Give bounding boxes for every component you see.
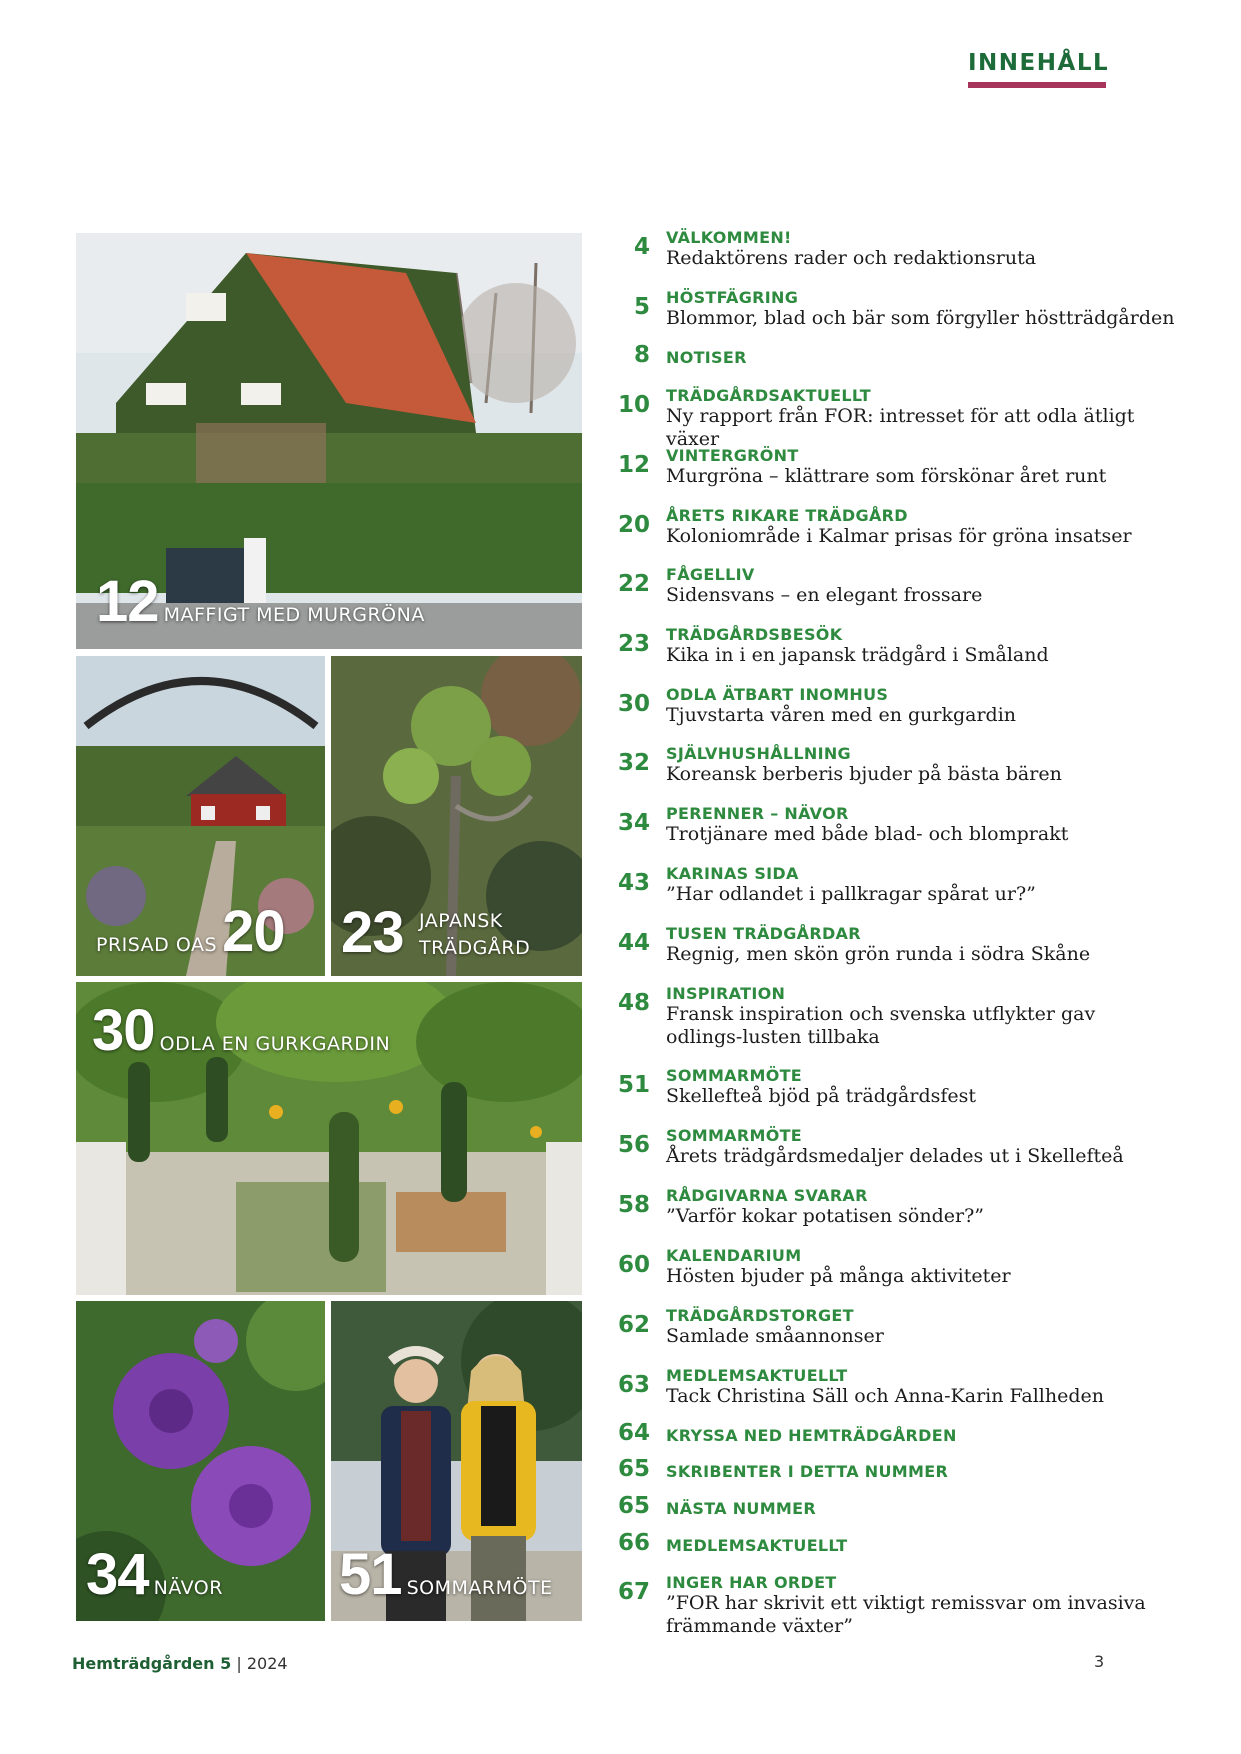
photo-japanese-pine bbox=[331, 656, 582, 976]
toc-page-number: 48 bbox=[617, 990, 650, 1016]
footer-separator: | bbox=[236, 1654, 242, 1673]
photo-summer-meeting bbox=[331, 1301, 582, 1621]
toc-page-number: 58 bbox=[617, 1192, 650, 1218]
toc-page-number: 51 bbox=[617, 1072, 650, 1098]
toc-page-number: 34 bbox=[617, 810, 650, 836]
photo-geranium bbox=[76, 1301, 325, 1621]
toc-page-number: 22 bbox=[617, 571, 650, 597]
toc-category: MEDLEMSAKTUELLT bbox=[666, 1366, 848, 1385]
toc-description: Blommor, blad och bär som förgyller höstträdgården bbox=[666, 307, 1175, 329]
toc-page-number: 5 bbox=[633, 294, 650, 320]
toc-category: FÅGELLIV bbox=[666, 565, 755, 584]
toc-category: KARINAS SIDA bbox=[666, 864, 799, 883]
magazine-name: Hemträdgården 5 bbox=[72, 1654, 232, 1673]
toc-category: SOMMARMÖTE bbox=[666, 1066, 803, 1085]
photo-caption: JAPANSK TRÄDGÅRD bbox=[419, 910, 531, 959]
toc-page-number: 66 bbox=[617, 1530, 650, 1556]
footer-magazine bbox=[72, 1654, 288, 1673]
toc-category: NÄSTA NUMMER bbox=[666, 1499, 816, 1518]
toc-description: Årets trädgårdsmedaljer delades ut i Skellefteå bbox=[666, 1145, 1124, 1167]
toc-description: Skellefteå bjöd på trädgårdsfest bbox=[666, 1085, 977, 1107]
toc-category: ODLA ÄTBART INOMHUS bbox=[666, 685, 889, 704]
toc-description: Sidensvans – en elegant frossare bbox=[666, 584, 983, 606]
toc-page-number: 63 bbox=[617, 1372, 650, 1398]
toc-category: KRYSSA NED HEMTRÄDGÅRDEN bbox=[666, 1426, 957, 1445]
toc-description: Trotjänare med både blad- och blomprakt bbox=[666, 823, 1069, 845]
photo-caption: SOMMARMÖTE bbox=[406, 1577, 553, 1599]
page-title: INNEHÅLL bbox=[968, 50, 1110, 76]
toc-page-number: 67 bbox=[617, 1579, 650, 1605]
toc-category: VINTERGRÖNT bbox=[666, 446, 799, 465]
toc-category: INSPIRATION bbox=[666, 984, 786, 1003]
toc-category: KALENDARIUM bbox=[666, 1246, 802, 1265]
toc-page-number: 4 bbox=[633, 234, 650, 260]
toc-page-number: 43 bbox=[617, 870, 650, 896]
photo-caption: MAFFIGT MED MURGRÖNA bbox=[163, 604, 425, 626]
toc-description: Koreansk berberis bjuder på bästa bären bbox=[666, 763, 1062, 785]
toc-page-number: 44 bbox=[617, 930, 650, 956]
toc-category: TRÄDGÅRDSAKTUELLT bbox=[666, 386, 871, 405]
toc-description: ”FOR har skrivit ett viktigt remissvar om invasiva främmande växter” bbox=[666, 1592, 1146, 1637]
toc-description: Tack Christina Säll och Anna-Karin Fallheden bbox=[666, 1385, 1105, 1407]
title-underline bbox=[968, 82, 1106, 88]
toc-description: Redaktörens rader och redaktionsruta bbox=[666, 247, 1037, 269]
toc-category: NOTISER bbox=[666, 348, 747, 367]
toc-page-number: 12 bbox=[617, 452, 650, 478]
toc-page-number: 56 bbox=[617, 1132, 650, 1158]
toc-category: SJÄLVHUSHÅLLNING bbox=[666, 744, 851, 763]
toc-description: ”Har odlandet i pallkragar spårat ur?” bbox=[666, 883, 1036, 905]
toc-page-number: 64 bbox=[617, 1420, 650, 1446]
toc-page-number: 10 bbox=[617, 392, 650, 418]
photo-page-number: 12 bbox=[96, 569, 159, 634]
toc-description: Ny rapport från FOR: intresset för att odla ätligt växer bbox=[666, 405, 1135, 450]
toc-description: Samlade småannonser bbox=[666, 1325, 884, 1347]
photo-caption: ODLA EN GURKGARDIN bbox=[159, 1033, 391, 1055]
photo-cucumber-curtain bbox=[76, 982, 582, 1295]
toc-page-number: 30 bbox=[617, 691, 650, 717]
toc-description: Murgröna – klättrare som förskönar året runt bbox=[666, 465, 1107, 487]
toc-page-number: 62 bbox=[617, 1312, 650, 1338]
photo-page-number: 30 bbox=[92, 998, 155, 1063]
toc-page-number: 65 bbox=[617, 1493, 650, 1519]
toc-category: MEDLEMSAKTUELLT bbox=[666, 1536, 848, 1555]
issue-year: 2024 bbox=[246, 1654, 288, 1673]
toc-description: Hösten bjuder på många aktiviteter bbox=[666, 1265, 1011, 1287]
toc-category: TRÄDGÅRDSBESÖK bbox=[666, 625, 843, 644]
photo-ivy-house bbox=[76, 233, 582, 649]
photo-caption: PRISAD OAS bbox=[96, 934, 218, 956]
toc-description: Kika in i en japansk trädgård i Småland bbox=[666, 644, 1049, 666]
toc-description: Koloniområde i Kalmar prisas för gröna insatser bbox=[666, 525, 1132, 547]
toc-category: SKRIBENTER I DETTA NUMMER bbox=[666, 1462, 949, 1481]
toc-page-number: 23 bbox=[617, 631, 650, 657]
toc-category: ÅRETS RIKARE TRÄDGÅRD bbox=[666, 506, 908, 525]
photo-page-number: 34 bbox=[86, 1542, 149, 1607]
toc-description: ”Varför kokar potatisen sönder?” bbox=[666, 1205, 984, 1227]
toc-category: SOMMARMÖTE bbox=[666, 1126, 803, 1145]
toc-page-number: 65 bbox=[617, 1456, 650, 1482]
toc-description: Tjuvstarta våren med en gurkgardin bbox=[666, 704, 1017, 726]
toc-category: HÖSTFÄGRING bbox=[666, 288, 799, 307]
photo-page-number: 23 bbox=[341, 900, 404, 965]
toc-page-number: 20 bbox=[617, 512, 650, 538]
toc-page-number: 8 bbox=[633, 342, 650, 368]
photo-caption: NÄVOR bbox=[153, 1577, 223, 1599]
photo-cottage bbox=[76, 656, 325, 976]
page-number: 3 bbox=[1094, 1652, 1105, 1671]
toc-description: Regnig, men skön grön runda i södra Skåne bbox=[666, 943, 1091, 965]
toc-category: INGER HAR ORDET bbox=[666, 1573, 837, 1592]
toc-category: VÄLKOMMEN! bbox=[666, 228, 792, 247]
toc-page-number: 60 bbox=[617, 1252, 650, 1278]
photo-page-number: 51 bbox=[339, 1542, 402, 1607]
photo-page-number: 20 bbox=[222, 899, 285, 964]
toc-description: Fransk inspiration och svenska utflykter gav odlings-lusten tillbaka bbox=[666, 1003, 1096, 1048]
toc-category: TRÄDGÅRDSTORGET bbox=[666, 1306, 854, 1325]
toc-page-number: 32 bbox=[617, 750, 650, 776]
toc-category: TUSEN TRÄDGÅRDAR bbox=[666, 924, 861, 943]
toc-category: PERENNER – NÄVOR bbox=[666, 804, 849, 823]
toc-category: RÅDGIVARNA SVARAR bbox=[666, 1186, 868, 1205]
